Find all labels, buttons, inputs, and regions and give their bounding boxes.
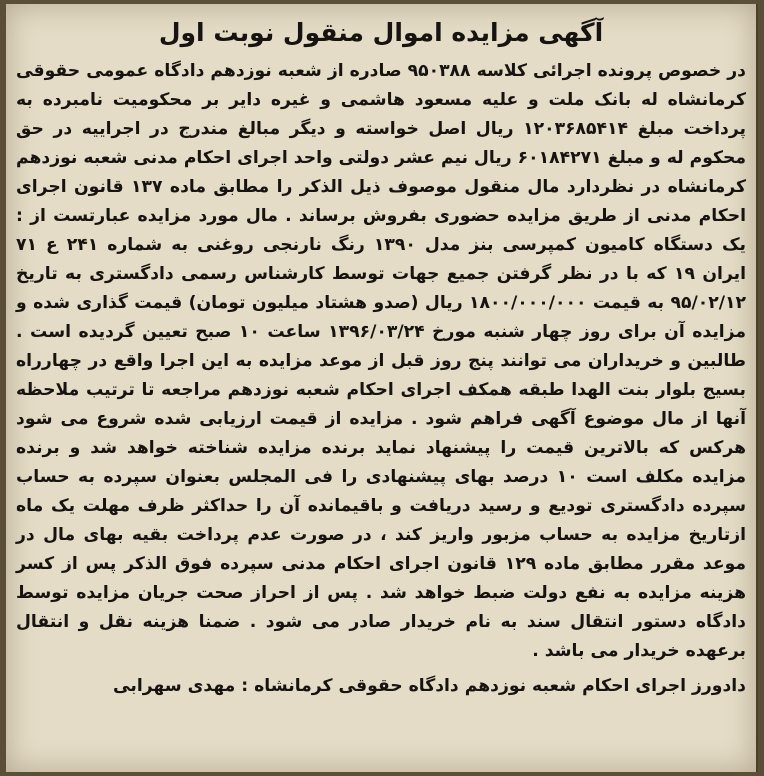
notice-body: در خصوص پرونده اجرائی کلاسه ۹۵۰۳۸۸ صادره از شعبه نوزدهم دادگاه عمومی حقوقی کرمانشاه له بانک ملت و علیه مسعود هاشمی و غیره دایر بر محکومیت نامبرده به پرداخت مبلغ ۱۲۰۳۶۸۵۴۱۴ ریال اصل خواسته و دیگر مبالغ مندرج در اجراییه در حق محکوم له و مبلغ ۶۰۱۸۴۲۷۱ ریال نیم عشر دولتی واحد اجرای احکام مدنی شعبه نوزدهم کرمانشاه در نظردارد مال منقول موصوف ذیل الذکر را مطابق ماده ۱۳۷ قانون اجرای احکام مدنی از طریق مزایده حضوری بفروش برساند . مال مورد مزایده عبارتست از : یک دستگاه کامیون کمپرسی بنز مدل ۱۳۹۰ رنگ نارنجی روغنی به شماره ۲۴۱ ع ۷۱ ایران ۱۹ که با در نظر گرفتن جمیع جهات توسط کارشناس رسمی دادگستری به تاریخ ۹۵/۰۲/۱۲ به قیمت ۱۸۰۰/۰۰۰/۰۰۰ ریال (صدو هشتاد میلیون تومان) قیمت گذاری شده و مزایده آن برای روز چهار شنبه مورخ ۱۳۹۶/۰۳/۲۴ ساعت ۱۰ صبح تعیین گردیده است . طالبین و خریداران می توانند پنج روز قبل از موعد مزایده به این اجرا واقع در چهارراه بسیج بلوار بنت الهدا طبقه همکف اجرای احکام شعبه نوزدهم مراجعه تا ترتیب ملاحظه آنها از مال موضوع آگهی فراهم شود . مزایده از قیمت ارزیابی شده شروع می شود هرکس که بالاترین قیمت را پیشنهاد نماید برنده مزایده شناخته خواهد شد و برنده مزایده مکلف است ۱۰ درصد بهای پیشنهادی را فی المجلس بعنوان سپرده به حساب سپرده دادگستری تودیع و رسید دریافت و باقیمانده آن را حداکثر ظرف مهلت یک ماه ازتاریخ مزایده به حساب مزبور واریز کند ، در صورت عدم پرداخت بقیه بهای مال در موعد مقرر مطابق ماده ۱۲۹ قانون اجرای احکام مدنی سپرده فوق الذکر پس از کسر هزینه مزایده به نفع دولت ضبط خواهد شد . پس از احراز صحت جریان مزایده توسط دادگاه دستور انتقال سند به نام خریدار صادر می شود . ضمنا هزینه نقل و انتقال برعهده خریدار می باشد . [16,61,746,661]
auction-notice [16,18,746,700]
notice-signature: دادورز اجرای احکام شعبه نوزدهم دادگاه حقوقی کرمانشاه : مهدی سهرابی [112,676,746,696]
notice-title: آگهی مزایده اموال منقول نوبت اول [158,18,604,47]
newspaper-clipping [6,4,758,772]
